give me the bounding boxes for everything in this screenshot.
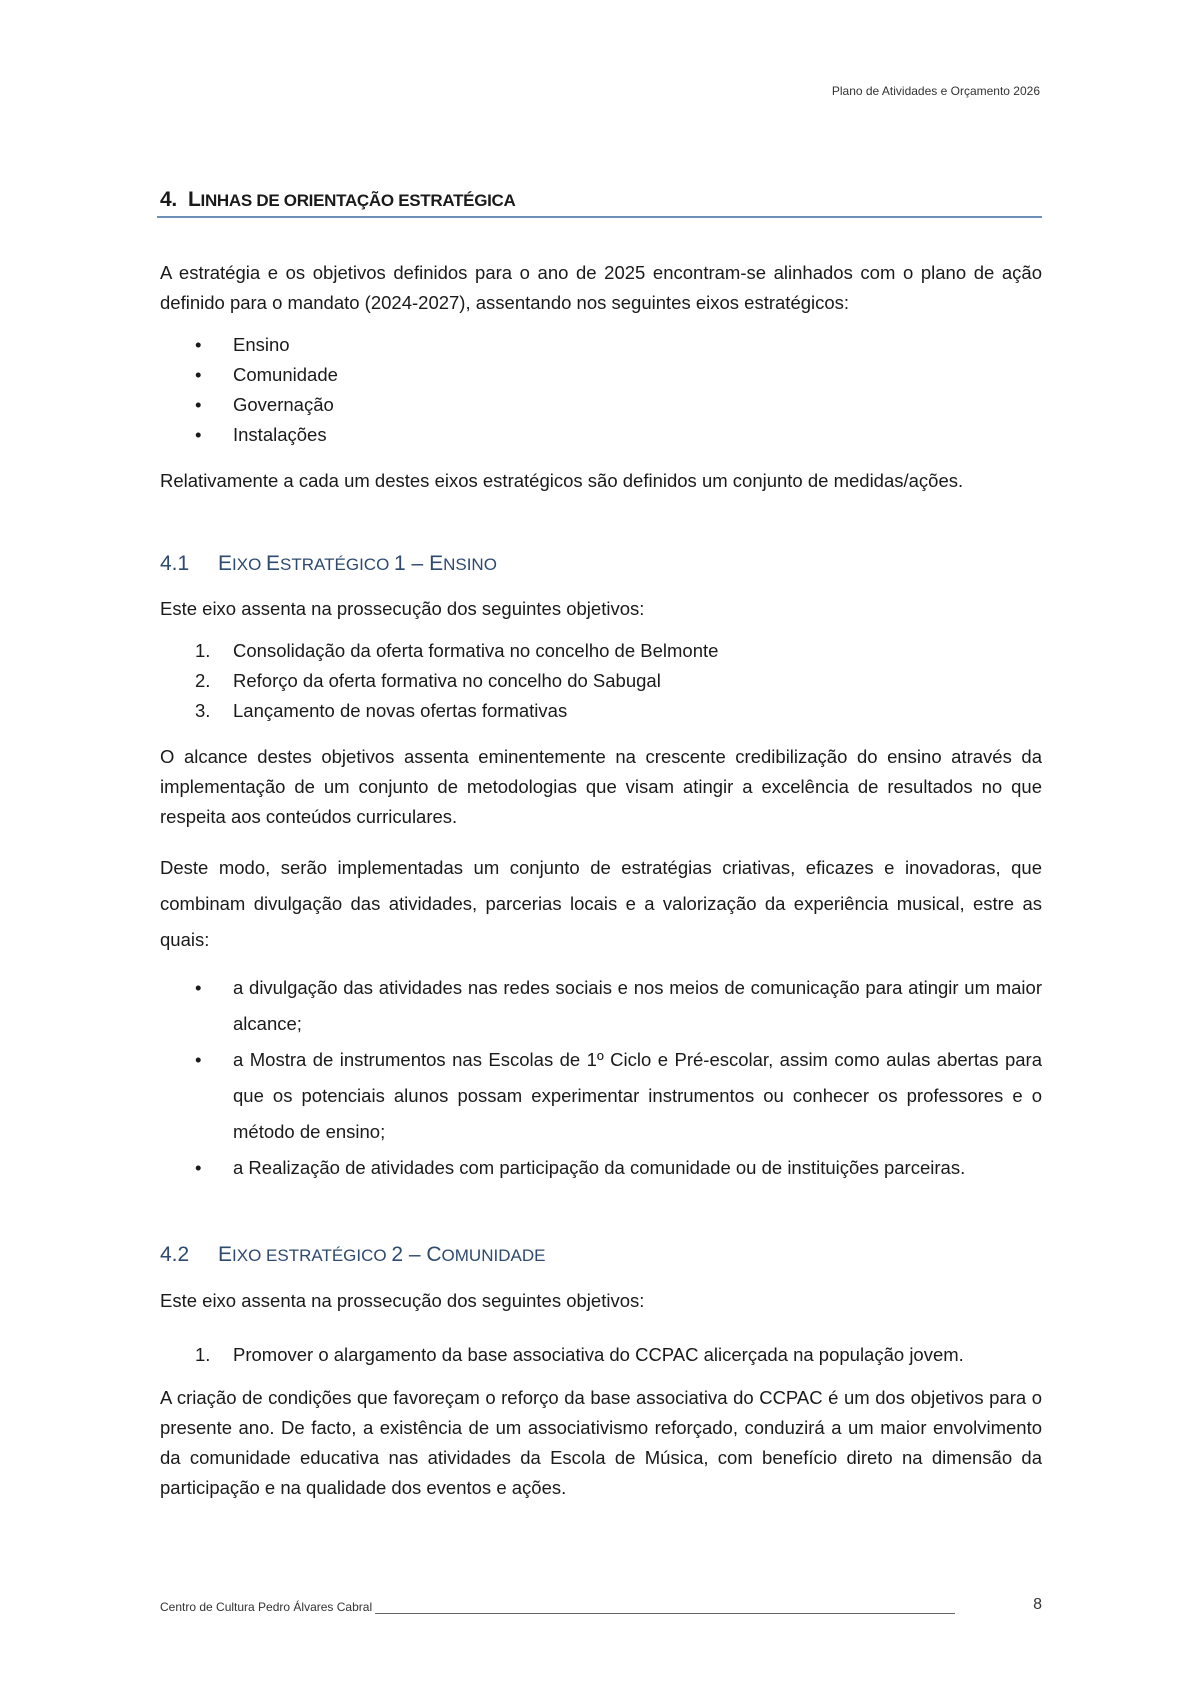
list-number: 1. — [195, 640, 211, 661]
list-item-text: a divulgação das atividades nas redes sociais e nos meios de comunicação para atingir um maior alcance; — [233, 977, 1042, 1034]
page-footer — [160, 1596, 1042, 1614]
bullet-icon: • — [195, 364, 202, 385]
subsection-heading-4-2 — [160, 1243, 1042, 1267]
list-number: 1. — [195, 1344, 211, 1365]
section41-strategies — [160, 850, 1042, 1186]
title-part: E — [429, 552, 444, 575]
list-item — [160, 636, 1042, 666]
list-item — [160, 1340, 1042, 1370]
list-item — [160, 666, 1042, 696]
section4-body — [160, 258, 1042, 496]
title-part: E — [218, 552, 233, 575]
paragraph: O alcance destes objetivos assenta eminentemente na crescente credibilização do ensino através da implementação de um conjunto de metodologias que visam atingir a excelência de resultados no que respeita aos conteúdos curriculares. — [160, 746, 1042, 827]
title-part: OMUNIDADE — [441, 1246, 546, 1265]
list-item-text: Comunidade — [233, 364, 338, 385]
list-item-text: a Realização de atividades com participação da comunidade ou de instituições parceiras. — [233, 1157, 966, 1178]
axes-list — [160, 330, 1042, 450]
intro-paragraph: Este eixo assenta na prossecução dos seguintes objetivos: — [160, 598, 645, 619]
footer-organization: Centro de Cultura Pedro Álvares Cabral — [160, 1600, 373, 1614]
title-part: E — [218, 1243, 233, 1266]
bullet-icon: • — [195, 977, 202, 998]
intro-paragraph: A estratégia e os objetivos definidos para o ano de 2025 encontram-se alinhados com o plano de ação definido para o mandato (2024-2027), assentando nos seguintes eixos estratégicos: — [160, 262, 1042, 313]
closing-paragraph: Relativamente a cada um destes eixos estratégicos são definidos um conjunto de medidas/ações. — [160, 470, 964, 491]
heading-rule — [157, 216, 1042, 218]
list-item-text: Instalações — [233, 424, 327, 445]
bullet-icon: • — [195, 1049, 202, 1070]
subsection-number: 4.2 — [160, 1243, 190, 1266]
list-item — [160, 696, 1042, 726]
objectives-list — [160, 1340, 1042, 1370]
paragraph: Deste modo, serão implementadas um conjunto de estratégias criativas, eficazes e inovadoras, que combinam divulgação das atividades, parcerias locais e a valorização da experiência musical, estre as quais: — [160, 857, 1042, 950]
section-title: INHAS DE ORIENTAÇÃO ESTRATÉGICA — [200, 191, 516, 210]
list-item — [160, 420, 1042, 450]
section-number: 4. — [160, 188, 177, 211]
title-part: IXO — [232, 555, 267, 574]
title-part: IXO ESTRATÉGICO — [232, 1246, 392, 1265]
list-item — [160, 970, 1042, 1042]
list-item-text: Governação — [233, 394, 334, 415]
list-item — [160, 360, 1042, 390]
paragraph: A criação de condições que favoreçam o reforço da base associativa do CCPAC é um dos objetivos para o presente ano. De facto, a existência de um associativismo reforçado, conduzirá a um maior envolvimento da comunidade educativa nas atividades da Escola de Música, com benefício direto na dimensão da participação e na qualidade dos eventos e ações. — [160, 1387, 1042, 1498]
list-item-text: Reforço da oferta formativa no concelho do Sabugal — [233, 670, 661, 691]
list-item-text: Ensino — [233, 334, 290, 355]
list-item-text: Promover o alargamento da base associativa do CCPAC alicerçada na população jovem. — [233, 1344, 964, 1365]
title-part: 2 – — [391, 1243, 427, 1266]
list-item-text: Consolidação da oferta formativa no concelho de Belmonte — [233, 640, 719, 661]
section-heading — [160, 188, 1042, 212]
page-number: 8 — [1033, 1596, 1042, 1613]
list-item — [160, 330, 1042, 360]
section42-body — [160, 1286, 1042, 1503]
title-part: E — [266, 552, 281, 575]
running-header: Plano de Atividades e Orçamento 2026 — [831, 84, 1040, 98]
intro-paragraph: Este eixo assenta na prossecução dos seguintes objetivos: — [160, 1290, 645, 1311]
bullet-icon: • — [195, 424, 202, 445]
section41-body — [160, 594, 1042, 832]
title-part: NSINO — [443, 555, 497, 574]
list-item — [160, 1150, 1042, 1186]
subsection-heading-4-1 — [160, 552, 1042, 576]
title-part: C — [426, 1243, 442, 1266]
list-item — [160, 390, 1042, 420]
bullet-icon: • — [195, 334, 202, 355]
objectives-list — [160, 636, 1042, 726]
bullet-icon: • — [195, 1157, 202, 1178]
title-part: STRATÉGICO — [280, 555, 395, 574]
list-item-text: a Mostra de instrumentos nas Escolas de 1º Ciclo e Pré-escolar, assim como aulas abertas para que os potenciais alunos possam experimentar instrumentos ou conhecer os professores e o método de ensino; — [233, 1049, 1042, 1142]
footer-rule — [375, 1601, 955, 1614]
subsection-number: 4.1 — [160, 552, 190, 575]
section-title-initial: L — [188, 188, 201, 211]
strategies-list — [160, 970, 1042, 1186]
list-number: 2. — [195, 670, 211, 691]
list-item — [160, 1042, 1042, 1150]
bullet-icon: • — [195, 394, 202, 415]
title-part: 1 – — [394, 552, 430, 575]
list-number: 3. — [195, 700, 211, 721]
list-item-text: Lançamento de novas ofertas formativas — [233, 700, 568, 721]
